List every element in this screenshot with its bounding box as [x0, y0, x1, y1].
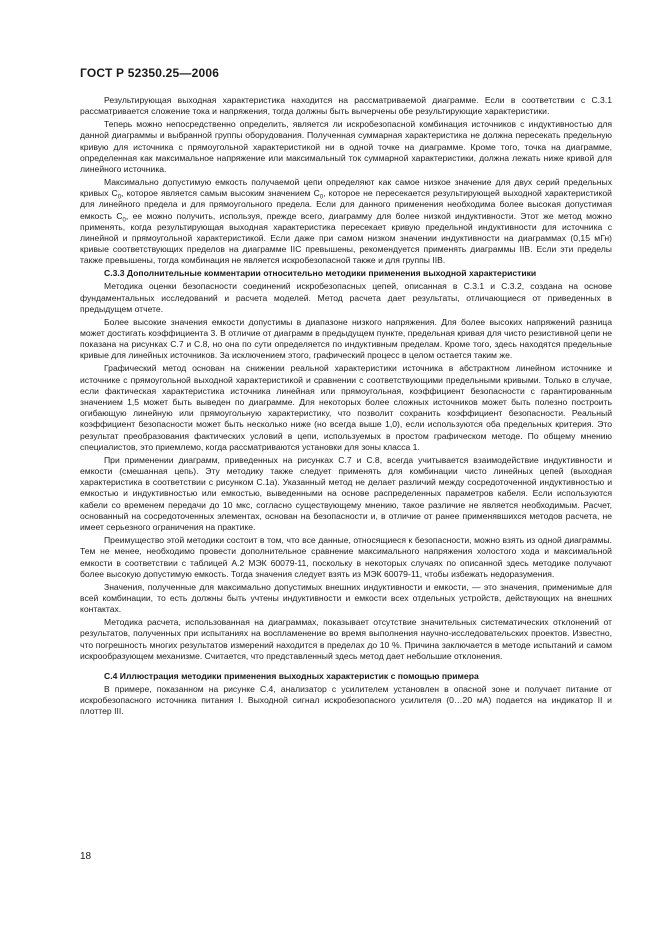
paragraph: Значения, полученные для максимально допустимых внешних индуктивности и емкости, — это значения, применимые для всей комбинации, то есть должны быть учтены индуктивности и емкости всех отдельных устройств, действующих на внешних контактах. — [80, 581, 612, 615]
document-body — [80, 95, 612, 719]
section-heading: С.3.3 Дополнительные комментарии относительно методики применения выходной характеристики — [104, 268, 537, 279]
paragraph: Преимущество этой методики состоит в том, что все данные, относящиеся к безопасности, можно взять из одной диаграммы. Тем не менее, необходимо провести дополнительное сравнение максимального напряжения холостого хода и максимальной емкости в соответствии с таблицей А.2 МЭК 60079-11, поскольку в некоторых случаях по описанной здесь методике получают более высокую допустимую емкость. Тогда значения следует взять из МЭК 60079-11, чтобы избежать недоразумения. — [80, 535, 612, 579]
paragraph: Теперь можно непосредственно определить, является ли искробезопасной комбинация источников с индуктивностью для данной диаграммы и выбранной группы оборудования. Полученная суммарная характеристика не должна пересекать предельную кривую для источника с прямоугольной характеристикой ни в одной точке на диаграмме. Кроме того, точка на диаграмме, определенная как максимальное напряжение или максимальный ток суммарной характеристики, должна лежать ниже кривой для линейного источника. — [80, 119, 612, 175]
paragraph: В примере, показанном на рисунке С.4, анализатор с усилителем установлен в опасной зоне и получает питание от искробезопасного источника питания I. Выходной сигнал искробезопасного усилителя (0…20 мА) подается на индикатор II и плоттер III. — [80, 683, 612, 717]
paragraph: Графический метод основан на снижении реальной характеристики источника в абстрактном линейном источнике и источнике с прямоугольной выходной характеристикой и сравнении с соответствующими предельными кривыми. Только в случае, если фактическая характеристика источника линейная или прямоугольная, коэффициент безопасности с гарантированным значением 1,5 может быть выведен по диаграмме. Для некоторых более сложных источников может быть полезно построить огибающую линейную или прямоугольную характеристику, что позволит сохранить коэффициент безопасности. Реальный коэффициент безопасности может быть несколько ниже (но всегда выше 1,0), если используются оба предельных критерия. Это результат преобразования фактических условий в цепи, используемых в простом графическом методе. По общему мнению специалистов, это приемлемо, когда рассматриваются установки для зоны класса 1. — [80, 363, 612, 452]
paragraph: Более высокие значения емкости допустимы в диапазоне низкого напряжения. Для более высоких напряжений разница может достигать коэффициента 3. В отличие от диаграмм в предыдущем пункте, предельная кривая для чисто резистивной цепи не показана на рисунках С.7 и С.8, но она по сути определяется по индуктивным пределам. Кроме того, здесь находятся предельные кривые для линейных источников. За исключением этого, графический процесс в целом остается таким же. — [80, 316, 612, 361]
paragraph: Методика оценки безопасности соединений искробезопасных цепей, описанная в С.3.1 и С.3.2, создана на основе фундаментальных исследований и расчета моделей. Метод расчета дает результаты, отличающиеся от приведенных в предыдущем отчете. — [80, 281, 612, 314]
section-heading: С.4 Иллюстрация методики применения выходных характеристик с помощью примера — [104, 670, 479, 681]
paragraph: Максимально допустимую емкость получаемой цепи определяют как самое низкое значение для двух серий предельных кривых $С_0$, которое является самым высоким значением $С_0$, которое не пересекается результирующей выходной характеристикой для линейного предела и для прямоугольного предела. Если для данного применения необходима более высокая допустимая емкость $С_0$, ее можно получить, используя, прежде всего, диаграмму для более низкой индуктивности. Этот же метод можно применять, когда результирующая выходная характеристика пересекает кривую предельной индуктивности для источника с линейной и прямоугольной характеристикой. Если даже при самом низком значении индуктивности на диаграммах (0,15 мГн) кривые соответствующих пределов на диаграмме IIC превышены, рекомендуется применять диаграммы IIB. Если эти пределы также превышены, тогда комбинация не является искробезопасной также и для группы IIB. — [80, 177, 612, 266]
paragraph: Результирующая выходная характеристика находится на рассматриваемой диаграмме. Если в соответствии с С.3.1 рассматривается сложение тока и напряжения, тогда должны быть вычерчены обе результирующие характеристики. — [80, 95, 612, 117]
paragraph: При применении диаграмм, приведенных на рисунках С.7 и С.8, всегда учитывается взаимодействие индуктивности и емкости (смешанная цепь). Эту методику также следует применять для комбинации чисто линейных цепей (выходная характеристика в соответствии с рисунком С.1а). Указанный метод не делает различий между сосредоточенной индуктивностью и емкостью и индуктивностью или емкостью, выведенными на основе распределенных параметров кабеля. Если используются кабели со временем передачи до 10 мкс, согласно существующему мнению, такое различие не является необходимым. Расчет, основанный на сосредоточенных элементах, основан на безопасности и, в отличие от ранее применявшихся методов расчета, не имеет серьезного ограничения на практике. — [80, 454, 612, 533]
paragraph: Методика расчета, использованная на диаграммах, показывает отсутствие значительных систематических отклонений от результатов, полученных при испытаниях на воспламенение во время выполнения научно-исследовательских проектов. Известно, что погрешность многих результатов измерений находится в пределах до 10 %. Причина заключается в методе испытаний и самом искрообразующем механизме. Считается, что представленный здесь метод дает небольшие отклонения. — [80, 617, 612, 661]
page-header: ГОСТ Р 52350.25—2006 — [80, 66, 220, 80]
page-number: 18 — [80, 851, 92, 862]
